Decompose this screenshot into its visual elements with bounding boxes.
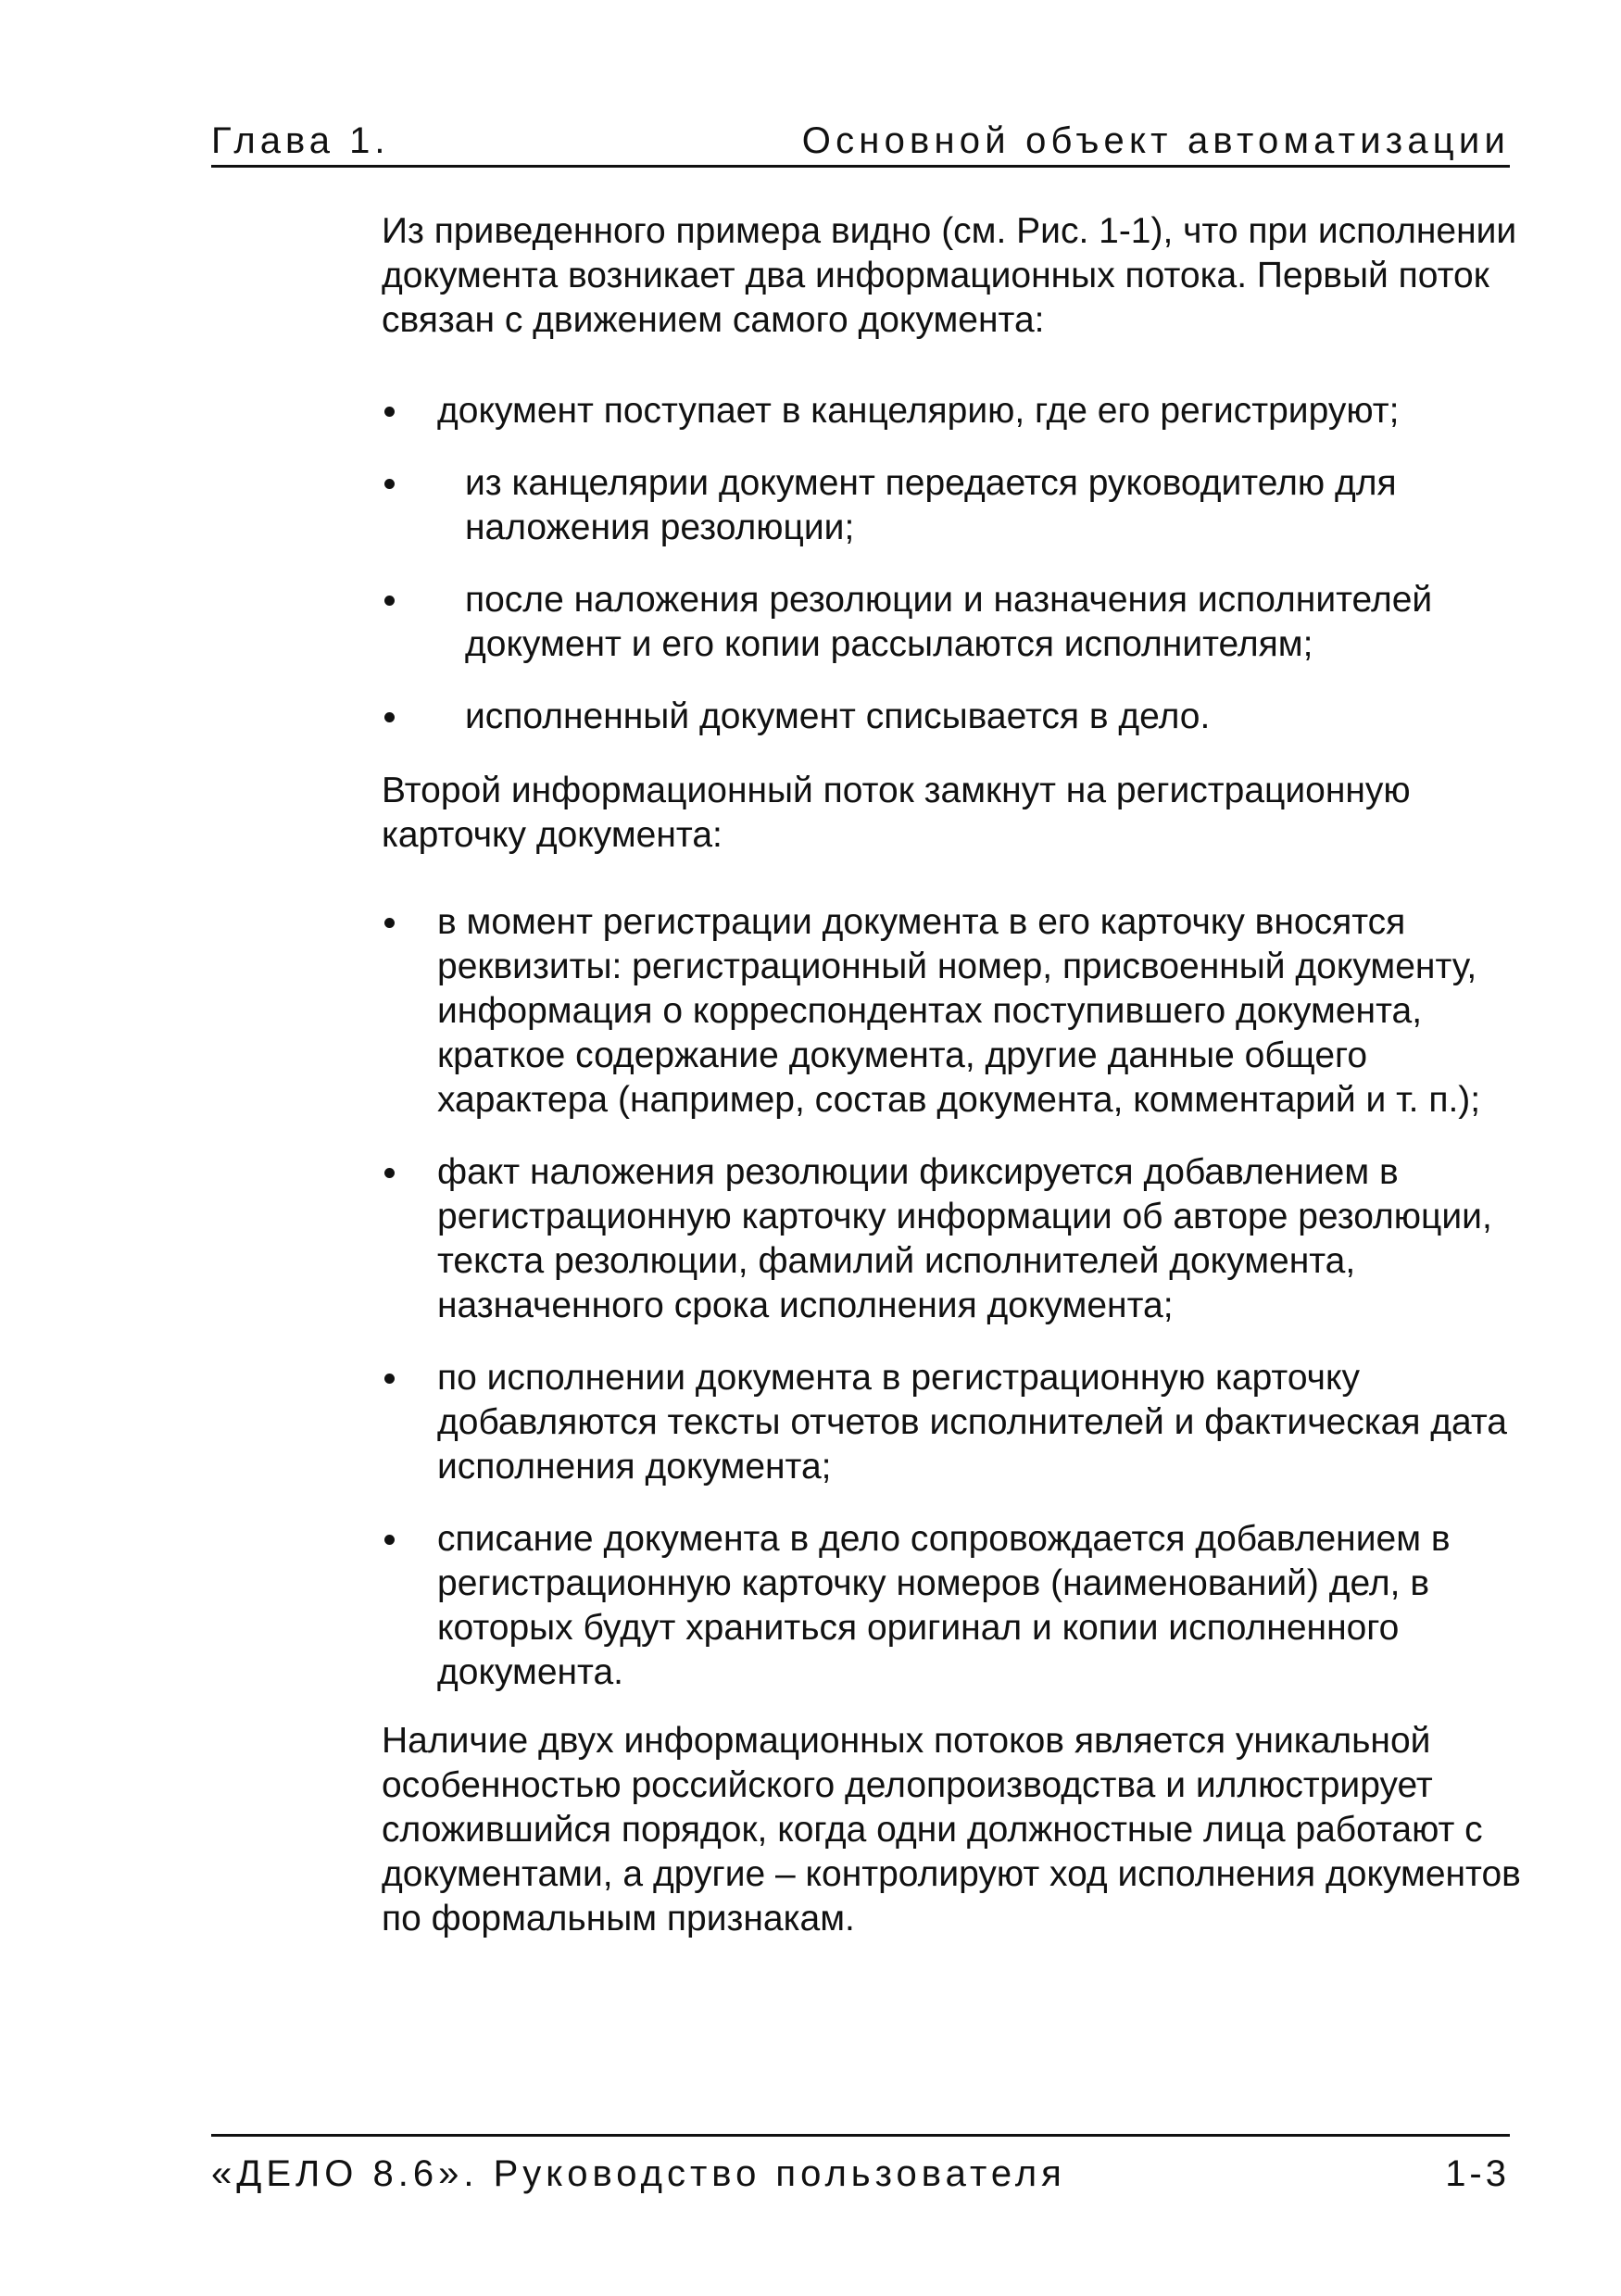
list-item-text: исполненный документ списывается в дело. bbox=[465, 696, 1211, 736]
bullet-icon bbox=[384, 596, 395, 606]
list-item-text: из канцелярии документ передается руководителю для наложения резолюции; bbox=[465, 463, 1397, 547]
bullet-icon bbox=[384, 712, 395, 722]
document-title: «ДЕЛО 8.6». Руководство пользователя bbox=[211, 2153, 1066, 2194]
list-item-text: в момент регистрации документа в его карточку вносятся реквизиты: регистрационный номер, присвоенный документу, информация о корреспондентах поступившего документа, краткое содержание документа, другие данные общего характера (например, состав документа, комментарий и т. п.); bbox=[437, 902, 1481, 1120]
first-flow-list bbox=[382, 389, 1530, 739]
bullet-icon bbox=[384, 918, 395, 928]
intro-paragraph: Из приведенного примера видно (см. Рис. 1-1), что при исполнении документа возникает два информационных потока. Первый поток связан с движением самого документа: bbox=[382, 211, 1517, 340]
second-flow-list bbox=[382, 900, 1530, 1695]
bullet-icon bbox=[384, 1374, 395, 1384]
list-item bbox=[382, 1150, 1530, 1328]
list-item bbox=[382, 900, 1530, 1123]
second-flow-paragraph: Второй информационный поток замкнут на регистрационную карточку документа: bbox=[382, 771, 1411, 855]
list-item-text: по исполнении документа в регистрационную карточку добавляются тексты отчетов исполнителей и фактическая дата исполнения документа; bbox=[437, 1358, 1507, 1487]
list-item bbox=[382, 1356, 1530, 1489]
page-number: 1-3 bbox=[1445, 2153, 1510, 2194]
page-content bbox=[382, 209, 1530, 1941]
list-item-text: после наложения резолюции и назначения исполнителей документ и его копии рассылаются исполнителям; bbox=[465, 580, 1433, 664]
list-item bbox=[382, 695, 1530, 739]
conclusion-paragraph: Наличие двух информационных потоков является уникальной особенностью российского делопроизводства и иллюстрирует сложившийся порядок, когда одни должностные лица работают с документами, а другие – контролируют ход исполнения документов по формальным признакам. bbox=[382, 1721, 1521, 1938]
bullet-icon bbox=[384, 1168, 395, 1178]
list-item bbox=[382, 578, 1530, 667]
list-item bbox=[382, 389, 1530, 433]
chapter-label: Глава 1. bbox=[211, 120, 390, 161]
page-footer bbox=[211, 2134, 1510, 2194]
bullet-icon bbox=[384, 407, 395, 417]
list-item-text: списание документа в дело сопровождается добавлением в регистрационную карточку номеров (наименований) дел, в которых будут храниться оригинал и копии исполненного документа. bbox=[437, 1519, 1451, 1692]
list-item-text: факт наложения резолюции фиксируется добавлением в регистрационную карточку информации об авторе резолюции, текста резолюции, фамилий исполнителей документа, назначенного срока исполнения документа; bbox=[437, 1152, 1492, 1325]
bullet-icon bbox=[384, 1535, 395, 1545]
list-item bbox=[382, 1517, 1530, 1695]
bullet-icon bbox=[384, 479, 395, 489]
list-item bbox=[382, 461, 1530, 550]
section-title: Основной объект автоматизации bbox=[801, 120, 1510, 161]
page-header bbox=[211, 111, 1510, 168]
list-item-text: документ поступает в канцелярию, где его регистрируют; bbox=[437, 391, 1400, 431]
